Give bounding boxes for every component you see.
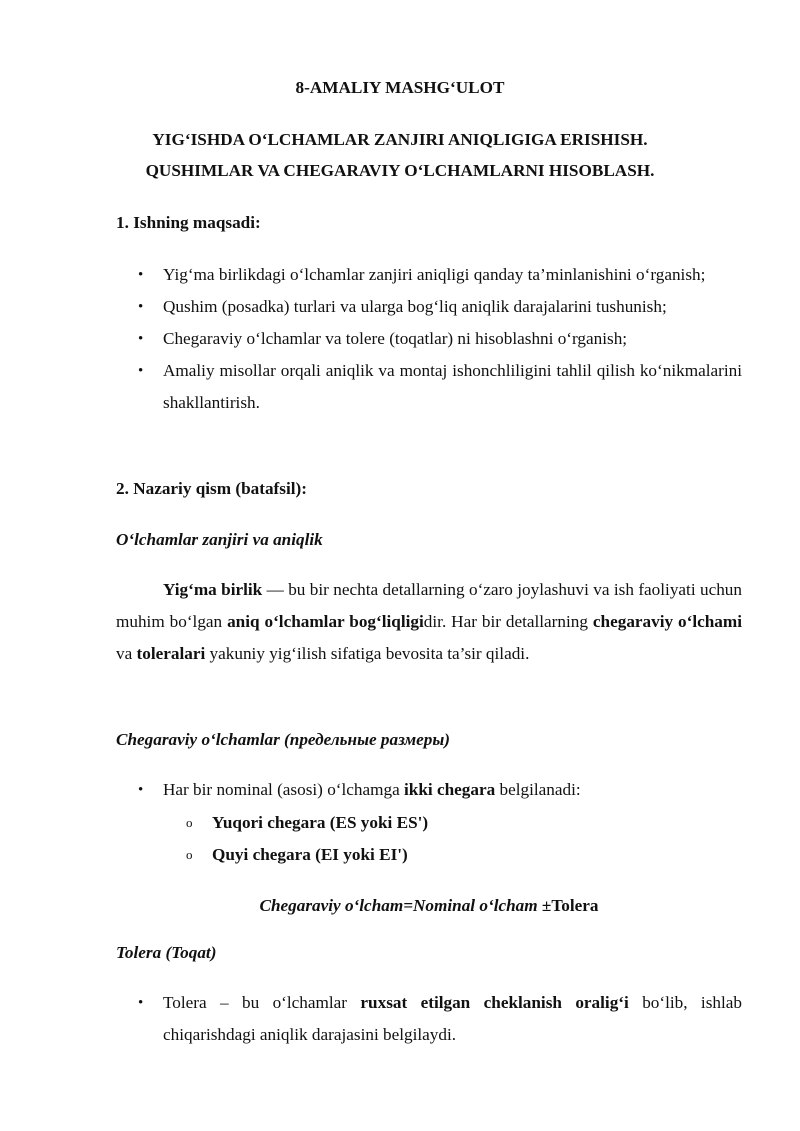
paragraph-text: — bu bir nechta detallarning o‘zaro joylashuvi va ish faoliyati uchun muhim bo‘lgan	[116, 580, 742, 631]
subsection-heading-chain: O‘lchamlar zanjiri va aniqlik	[116, 530, 323, 549]
sub-list-item: o Yuqori chegara (ES yoki ES')	[186, 807, 428, 839]
list-item: • Amaliy misollar orqali aniqlik va montaj ishonchliligini tahlil qilish ko‘nikmalarini shakllantirish.	[116, 355, 742, 419]
bold-term: chegaraviy o‘lchami	[592, 612, 742, 631]
bold-term: ruxsat etilgan cheklanish oralig‘i	[360, 993, 629, 1012]
formula-tolerance: ±Tolera	[537, 896, 599, 915]
objectives-list	[116, 259, 742, 419]
paragraph-text: yakuniy yig‘ilish sifatiga bevosita ta’sir qiladi.	[205, 644, 530, 663]
limits-list	[116, 774, 742, 806]
list-item	[116, 987, 742, 1051]
formula-main: Chegaraviy o‘lcham=Nominal o‘lcham	[259, 896, 538, 915]
bold-term: aniq o‘lchamlar bog‘liqligi	[227, 612, 424, 631]
paragraph-text: dir. Har bir detallarning	[423, 612, 593, 631]
subsection-heading-tolerance: Tolera (Toqat)	[116, 943, 217, 962]
list-item-text: belgilanadi:	[495, 780, 581, 799]
limits-sublist	[186, 807, 428, 871]
paragraph-assembly-unit	[116, 574, 742, 670]
list-item: • Qushim (posadka) turlari va ularga bog‘liq aniqlik darajalarini tushunish;	[116, 291, 742, 323]
tolerance-list	[116, 987, 742, 1051]
page-title: 8-AMALIY MASHG‘ULOT	[295, 78, 505, 97]
list-item: • Yig‘ma birlikdagi o‘lchamlar zanjiri aniqligi qanday ta’minlanishini o‘rganish;	[116, 259, 742, 291]
subtitle-line-2: QUSHIMLAR VA CHEGARAVIY O‘LCHAMLARNI HISOBLASH.	[145, 161, 655, 180]
sub-list-item: o Quyi chegara (EI yoki EI')	[186, 839, 428, 871]
section-1-heading: 1. Ishning maqsadi:	[116, 213, 261, 232]
formula	[0, 890, 800, 922]
bold-term: Yig‘ma birlik	[163, 580, 263, 599]
list-item-text: Tolera – bu o‘lchamlar	[163, 993, 361, 1012]
section-2-heading: 2. Nazariy qism (batafsil):	[116, 479, 307, 498]
list-item-text: Har bir nominal (asosi) o‘lchamga	[163, 780, 405, 799]
list-item: • Chegaraviy o‘lchamlar va tolere (toqatlar) ni hisoblashni o‘rganish;	[116, 323, 742, 355]
list-item-text: bo‘lib, ishlab chiqarishdagi aniqlik darajasini belgilaydi.	[163, 993, 742, 1044]
bold-term: toleralari	[136, 644, 206, 663]
paragraph-text: va	[116, 644, 137, 663]
list-item	[116, 774, 742, 806]
bold-term: ikki chegara	[404, 780, 496, 799]
subtitle-line-1: YIG‘ISHDA O‘LCHAMLAR ZANJIRI ANIQLIGIGA ERISHISH.	[152, 130, 648, 149]
subsection-heading-limits: Chegaraviy o‘lchamlar (предельные размеры)	[116, 730, 451, 749]
